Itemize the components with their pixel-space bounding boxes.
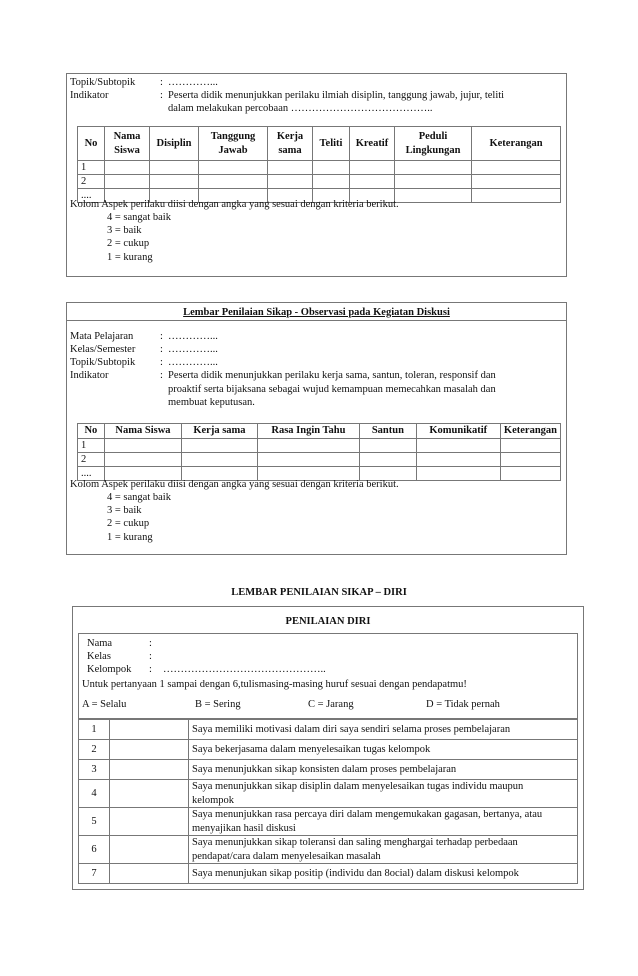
criteria-note: Kolom Aspek perilaku diisi dengan angka yang sesuai dengan kriteria berikut. — [70, 199, 399, 210]
form1-table — [77, 126, 561, 203]
answer-cell[interactable] — [110, 760, 189, 780]
table-row: 1 Saya memiliki motivasi dalam diri saya sendiri selama proses pembelajaran — [79, 720, 578, 740]
table-row: 2 Saya bekerjasama dalam menyelesaikan tugas kelompok — [79, 740, 578, 760]
form2-box — [66, 302, 567, 555]
header-cell: Rasa Ingin Tahu — [257, 424, 359, 439]
header-cell: Nama Siswa — [105, 127, 150, 161]
field-label: Indikator — [70, 90, 109, 102]
form3-heading: LEMBAR PENILAIAN SIKAP – DIRI — [231, 587, 407, 598]
form2-table — [77, 423, 561, 481]
table-row: 1 — [78, 439, 561, 453]
header-cell: No — [78, 127, 105, 161]
header-cell: Kerja sama — [182, 424, 258, 439]
field-value: …………... — [168, 77, 218, 88]
scale-item: 2 = cukup — [107, 238, 150, 250]
form2-field-row: Topik/Subtopik : …………... — [70, 357, 218, 369]
scale-item: 4 = sangat baik — [107, 492, 171, 504]
form2-field-row: Mata Pelajaran : …………... — [70, 331, 218, 342]
form3-items-table — [78, 719, 578, 884]
table-row: 1 — [78, 161, 561, 175]
header-cell: Keterangan — [472, 127, 561, 161]
answer-cell[interactable] — [110, 836, 189, 864]
scale-item: 3 = baik — [107, 505, 142, 517]
table-row: 3 Saya menunjukkan sikap konsisten dalam proses pembelajaran — [79, 760, 578, 780]
header-cell: No — [78, 424, 105, 439]
table-row: .... — [78, 467, 561, 481]
table-row: 2 — [78, 453, 561, 467]
header-cell: Disiplin — [150, 127, 199, 161]
scale-item: 3 = baik — [107, 225, 142, 237]
form3-field-row: Kelas : — [87, 651, 152, 663]
header-cell: Keterangan — [500, 424, 560, 439]
form2-field-row: Kelas/Semester : …………... — [70, 344, 218, 356]
header-cell: Santun — [360, 424, 416, 439]
answer-cell[interactable] — [110, 808, 189, 836]
scale-item: 4 = sangat baik — [107, 212, 171, 224]
form3-field-row: Nama : — [87, 638, 152, 649]
form1-indikator-row: Indikator : Peserta didik menunjukkan perilaku ilmiah disiplin, tanggung jawab, jujur, teliti dalam melakukan percobaan ………………………………….. — [70, 89, 560, 115]
header-cell: Kreatif — [350, 127, 395, 161]
header-cell: Peduli Lingkungan — [395, 127, 472, 161]
header-cell: Kerja sama — [268, 127, 313, 161]
table-row: .... — [78, 189, 561, 203]
header-cell: Teliti — [313, 127, 350, 161]
form3-field-row: Kelompok : ……………………………………….. — [87, 664, 326, 676]
field-label: Topik/Subtopik — [70, 77, 136, 88]
header-cell: Nama Siswa — [104, 424, 181, 439]
table-row: 2 — [78, 175, 561, 189]
header-cell: Komunikatif — [416, 424, 500, 439]
field-value-cont: dalam melakukan percobaan ………………………………….. — [168, 103, 433, 115]
answer-options: A = Selalu B = Sering C = Jarang D = Tidak pernah — [82, 699, 500, 710]
table-row: 6 Saya menunjukkan sikap toleransi dan saling menghargai terhadap perbedaan pendapat/cara dalam menyelesaikan masalah — [79, 836, 578, 864]
table-row: 4 Saya menunjukkan sikap disiplin dalam menyelesaikan tugas individu maupun kelompok — [79, 780, 578, 808]
form1-topik-row: Topik/Subtopik : …………... — [70, 76, 560, 89]
answer-cell[interactable] — [110, 740, 189, 760]
header-cell: Tanggung Jawab — [199, 127, 268, 161]
table-row: 7 Saya menunjukan sikap positip (individu dan 8ocial) dalam diskusi kelompok — [79, 864, 578, 884]
answer-cell[interactable] — [110, 780, 189, 808]
instruction: Untuk pertanyaan 1 sampai dengan 6,tulismasing-masing huruf sesuai dengan pendapatmu! — [82, 679, 467, 690]
scale-item: 1 = kurang — [107, 251, 153, 263]
form1-box — [66, 73, 567, 277]
answer-cell[interactable] — [110, 864, 189, 884]
form3-title: PENILAIAN DIRI — [285, 616, 371, 627]
scale-item: 1 = kurang — [107, 531, 153, 543]
scale-item: 2 = cukup — [107, 518, 150, 530]
criteria-note: Kolom Aspek perilaku diisi dengan angka yang sesuai dengan kriteria berikut. — [70, 479, 399, 490]
answer-cell[interactable] — [110, 720, 189, 740]
form2-indikator-row: Indikator : Peserta didik menunjukkan perilaku kerja sama, santun, toleran, responsif dan proaktif serta bijaksana sebagai wujud kemampuan memecahkan masalah dan membuat keputusan. — [70, 370, 496, 408]
field-value: Peserta didik menunjukkan perilaku ilmiah disiplin, tanggung jawab, jujur, teliti — [168, 90, 505, 102]
table-row: 5 Saya menunjukkan rasa percaya diri dalam mengemukakan gagasan, bertanya, atau menyajikan hasil diskusi — [79, 808, 578, 836]
form2-title: Lembar Penilaian Sikap - Observasi pada Kegiatan Diskusi — [183, 307, 450, 318]
form3-box — [72, 606, 584, 890]
